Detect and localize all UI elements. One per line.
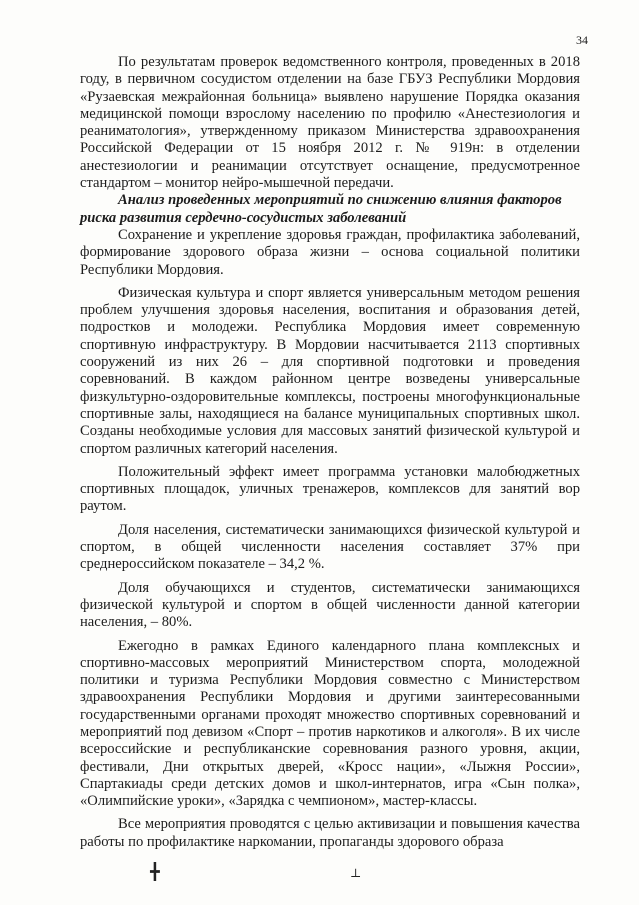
paragraph-events-purpose: Все мероприятия проводятся с целью активизации и повышения качества работы по профилактике наркомании, пропаганды здорового образа — [80, 816, 580, 850]
paragraph-health-policy: Сохранение и укрепление здоровья граждан, профилактика заболеваний, формирование здорового образа жизни – основа социальной политики Республики Мордовия. — [80, 226, 580, 278]
section-heading — [80, 192, 580, 227]
paragraph-inspection-results: По результатам проверок ведомственного контроля, проведенных в 2018 году, в первичном сосудистом отделении на базе ГБУЗ Республики Мордовия «Рузаевская межрайонная больница» выявлено нарушение Порядка оказания медицинской помощи взрослому населению по профилю «Анестезиология и реаниматология», утвержденному приказом Министерства здравоохранения Российской Федерации от 15 ноября 2012 г. № 919н: в отделении анестезиологии и реанимации отсутствует оснащение, предусмотренное стандартом – монитор нейро-мышечной передачи. — [80, 54, 580, 192]
paragraph-workout-program: Положительный эффект имеет программа установки малобюджетных спортивных площадок, уличных тренажеров, комплексов для занятий вор раутом. — [80, 463, 580, 515]
section-heading-line-1: Анализ проведенных мероприятий по снижению влияния факторов — [118, 192, 562, 209]
document-body — [80, 54, 580, 851]
section-heading-line-2: риска развития сердечно-сосудистых заболеваний — [80, 209, 407, 226]
page-number: 34 — [576, 33, 588, 47]
paragraph-sport-infrastructure: Физическая культура и спорт является универсальным методом решения проблем улучшения здоровья населения, воспитания и образования детей, подростков и молодежи. Республика Мордовия имеет современную спортивную инфраструктуру. В Мордовии насчитывается 2113 спортивных сооружений из них 26 – для спортивной подготовки и проведения соревнований. В каждом районном центре возведены универсальные физкультурно-оздоровительные комплексы, построены многофункциональные спортивные залы, находящиеся на балансе муниципальных спортивных школ. Созданы необходимые условия для массовых занятий физической культурой и спортом различных категорий населения. — [80, 284, 580, 457]
paragraph-population-share: Доля населения, систематически занимающихся физической культурой и спортом, в общей численности населения составляет 37% при среднероссийском показателе – 34,2 %. — [80, 521, 580, 573]
paragraph-students-share: Доля обучающихся и студентов, систематически занимающихся физической культурой и спортом в общей численности данной категории населения, – 80%. — [80, 579, 580, 631]
scan-artifact: ╋ — [150, 864, 160, 881]
paragraph-events: Ежегодно в рамках Единого календарного плана комплексных и спортивно-массовых мероприятий Министерством спорта, молодежной политики и туризма Республики Мордовия совместно с Министерством здравоохранения Республики Мордовия и другими заинтересованными государственными органами проходят множество спортивных соревнований и мероприятий под девизом «Спорт – против наркотиков и алкоголя». В их числе всероссийские и республиканские соревнования разного уровня, акции, фестивали, Дни открытых дверей, «Кросс нации», «Лыжня России», Спартакиады среди детских домов и школ-интернатов, игра «Сын полка», «Олимпийские уроки», «Зарядка с чемпионом», мастер-классы. — [80, 637, 580, 810]
scan-artifact: ⊥ — [350, 866, 362, 880]
